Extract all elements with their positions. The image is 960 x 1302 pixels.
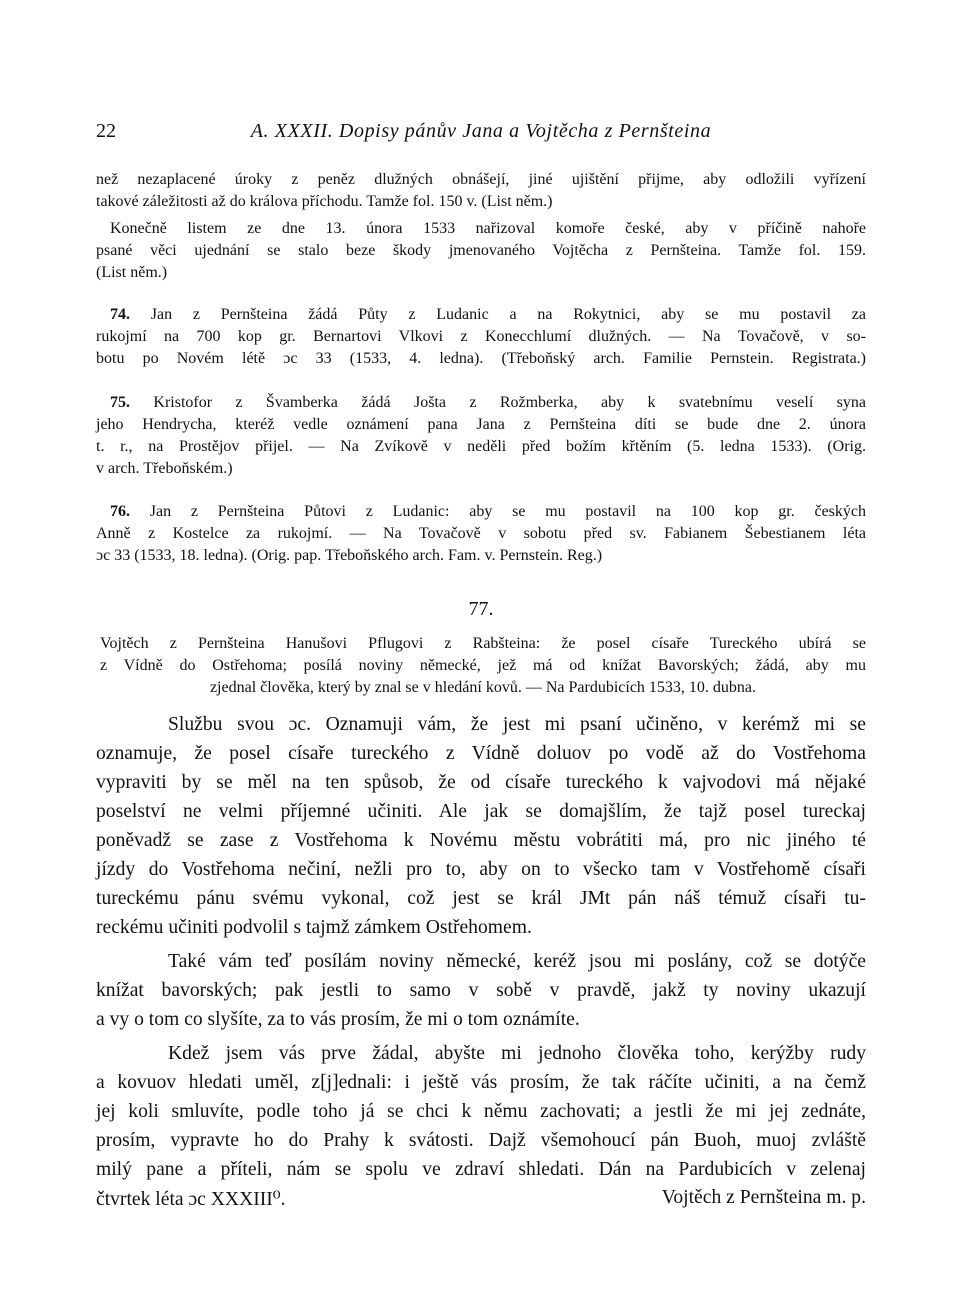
regest-74-first-line (110, 305, 866, 325)
letter-text-line: tureckému pánu svému vykonal, což jest se král JMt pán náš témuž císaři tu- (96, 888, 866, 909)
regest-76-first-line (110, 502, 866, 522)
letter-text-line: Službu svou ɔc. Oznamuji vám, že jest mi psaní učiněno, v kerémž mi se (168, 714, 866, 735)
regest-line: Jan z Pernšteina žádá Půty z Ludanic a na Rokytnici, aby se mu postavil za (150, 306, 866, 323)
signature: Vojtěch z Pernšteina m. p. (661, 1187, 866, 1208)
regest-line: v arch. Třeboňském.) (96, 460, 233, 477)
page-header (96, 120, 866, 146)
letter-summary-line: Vojtěch z Pernšteina Hanušovi Pflugovi z Rabšteina: že posel císaře Tureckého ubírá se (100, 635, 866, 652)
page-number: 22 (96, 120, 116, 142)
regest-line: jeho Hendrycha, kteréž vedle oznámení pana Jana z Pernšteina díti se bude dne 2. února (96, 416, 866, 433)
regest-line: t. r., na Prostějov přijel. — Na Zvíkově v neděli před božím křtěním (5. ledna 1533). (Orig. (96, 438, 866, 455)
regest-75-first-line (110, 393, 866, 413)
regest-line: Kristofor z Švamberka žádá Jošta z Rožmberka, aby k svatebnímu veselí syna (153, 394, 867, 411)
letter-text-line: a vy o tom co slyšíte, za to vás prosím, že mi o tom oznámíte. (96, 1009, 580, 1030)
letter-summary-line: z Vídně do Ostřehoma; posílá noviny německé, jež má od knížat Bavorských; žádá, aby mu (100, 657, 866, 674)
regest-line: Konečně listem ze dne 13. února 1533 nařizoval komoře české, aby v příčině nahoře (110, 220, 866, 237)
closing-date: čtvrtek léta ɔc XXXIII⁰. (96, 1189, 286, 1210)
regest-line: rukojmí na 700 kop gr. Bernartovi Vlkovi z Konecchlumí dlužných. — Na Tovačově, v so- (96, 328, 866, 345)
letter-number: 77. (468, 598, 494, 620)
letter-text-line: prosím, vypravte ho do Prahy k svátosti. Dajž všemohoucí pán Buoh, muoj zvláště (96, 1130, 866, 1151)
letter-text-line: oznamuje, že posel císaře tureckého z Vídně doluov po vodě až do Vostřehoma (96, 743, 866, 764)
regest-line: botu po Novém létě ɔc 33 (1533, 4. ledna). (Třeboňský arch. Familie Pernstein. Registrata.) (96, 350, 866, 367)
regest-number: 75. (110, 394, 130, 411)
regest-number: 76. (110, 503, 130, 520)
letter-text-line: jízdy do Vostřehoma nečiní, nežli pro to, aby on to všecko tam v Vostřehomě císaři (96, 859, 866, 880)
regest-line: (List něm.) (96, 264, 168, 281)
regest-line: psané věci ujednání se stalo beze škody jmenovaného Vojtěcha z Pernšteina. Tamže fol. 159. (96, 242, 866, 259)
regest-line: Jan z Pernšteina Půtovi z Ludanic: aby se mu postavil na 100 kop gr. českých (149, 503, 867, 520)
regest-line: Anně z Kostelce za rukojmí. — Na Tovačově v sobotu před sv. Fabianem Šebestianem léta (96, 525, 866, 542)
letter-text-line: Také vám teď posílám noviny německé, keréž jsou mi poslány, což se dotýče (168, 951, 866, 972)
letter-text-line: poselství ne velmi příjemné učiniti. Ale jak se domajšlím, že tajž posel tureckaj (96, 801, 866, 822)
regest-line: než nezaplacené úroky z peněz dlužných obnášejí, jiné ujištění přijme, aby odložili vyřízení (96, 171, 866, 188)
regest-line: ɔc 33 (1533, 18. ledna). (Orig. pap. Třeboňského arch. Fam. v. Pernstein. Reg.) (96, 547, 603, 564)
letter-text-line: reckému učiniti podvolil s tajmž zámkem Ostřehomem. (96, 917, 532, 938)
letter-text-line: a kovuov hledati uměl, z[j]ednali: i ještě vás prosím, že tak ráčíte učiniti, a na čemž (96, 1072, 866, 1093)
regest-line: takové záležitosti až do králova příchodu. Tamže fol. 150 v. (List něm.) (96, 193, 553, 210)
letter-summary-line: zjednal člověka, který by znal se v hledání kovů. — Na Pardubicích 1533, 10. dubna. (209, 679, 757, 696)
letter-text-line: milý pane a příteli, nám se spolu ve zdraví shledati. Dán na Pardubicích v zelenaj (96, 1159, 866, 1180)
letter-text-line: vypraviti by se měl na ten spůsob, že od císaře tureckého k vajvodovi má nějaké (96, 772, 866, 793)
letter-text-line: poněvadž se zase z Vostřehoma k Novému městu vobrátiti má, pro nic jiného té (96, 830, 866, 851)
letter-text-line: knížat bavorských; pak jestli to samo v sobě v pravdě, jakž ty noviny ukazují (96, 980, 866, 1001)
letter-text-line: jej koli smluvíte, podle toho já se chci k němu zachovati; a jestli že mi jej zednáte, (96, 1101, 866, 1122)
closing-row (96, 1187, 866, 1211)
running-title: A. XXXII. Dopisy pánův Jana a Vojtěcha z Pernšteina (250, 120, 712, 142)
regest-number: 74. (110, 306, 130, 323)
letter-text-line: Kdež jsem vás prve žádal, abyšte mi jednoho člověka toho, kerýžby rudy (168, 1043, 866, 1064)
